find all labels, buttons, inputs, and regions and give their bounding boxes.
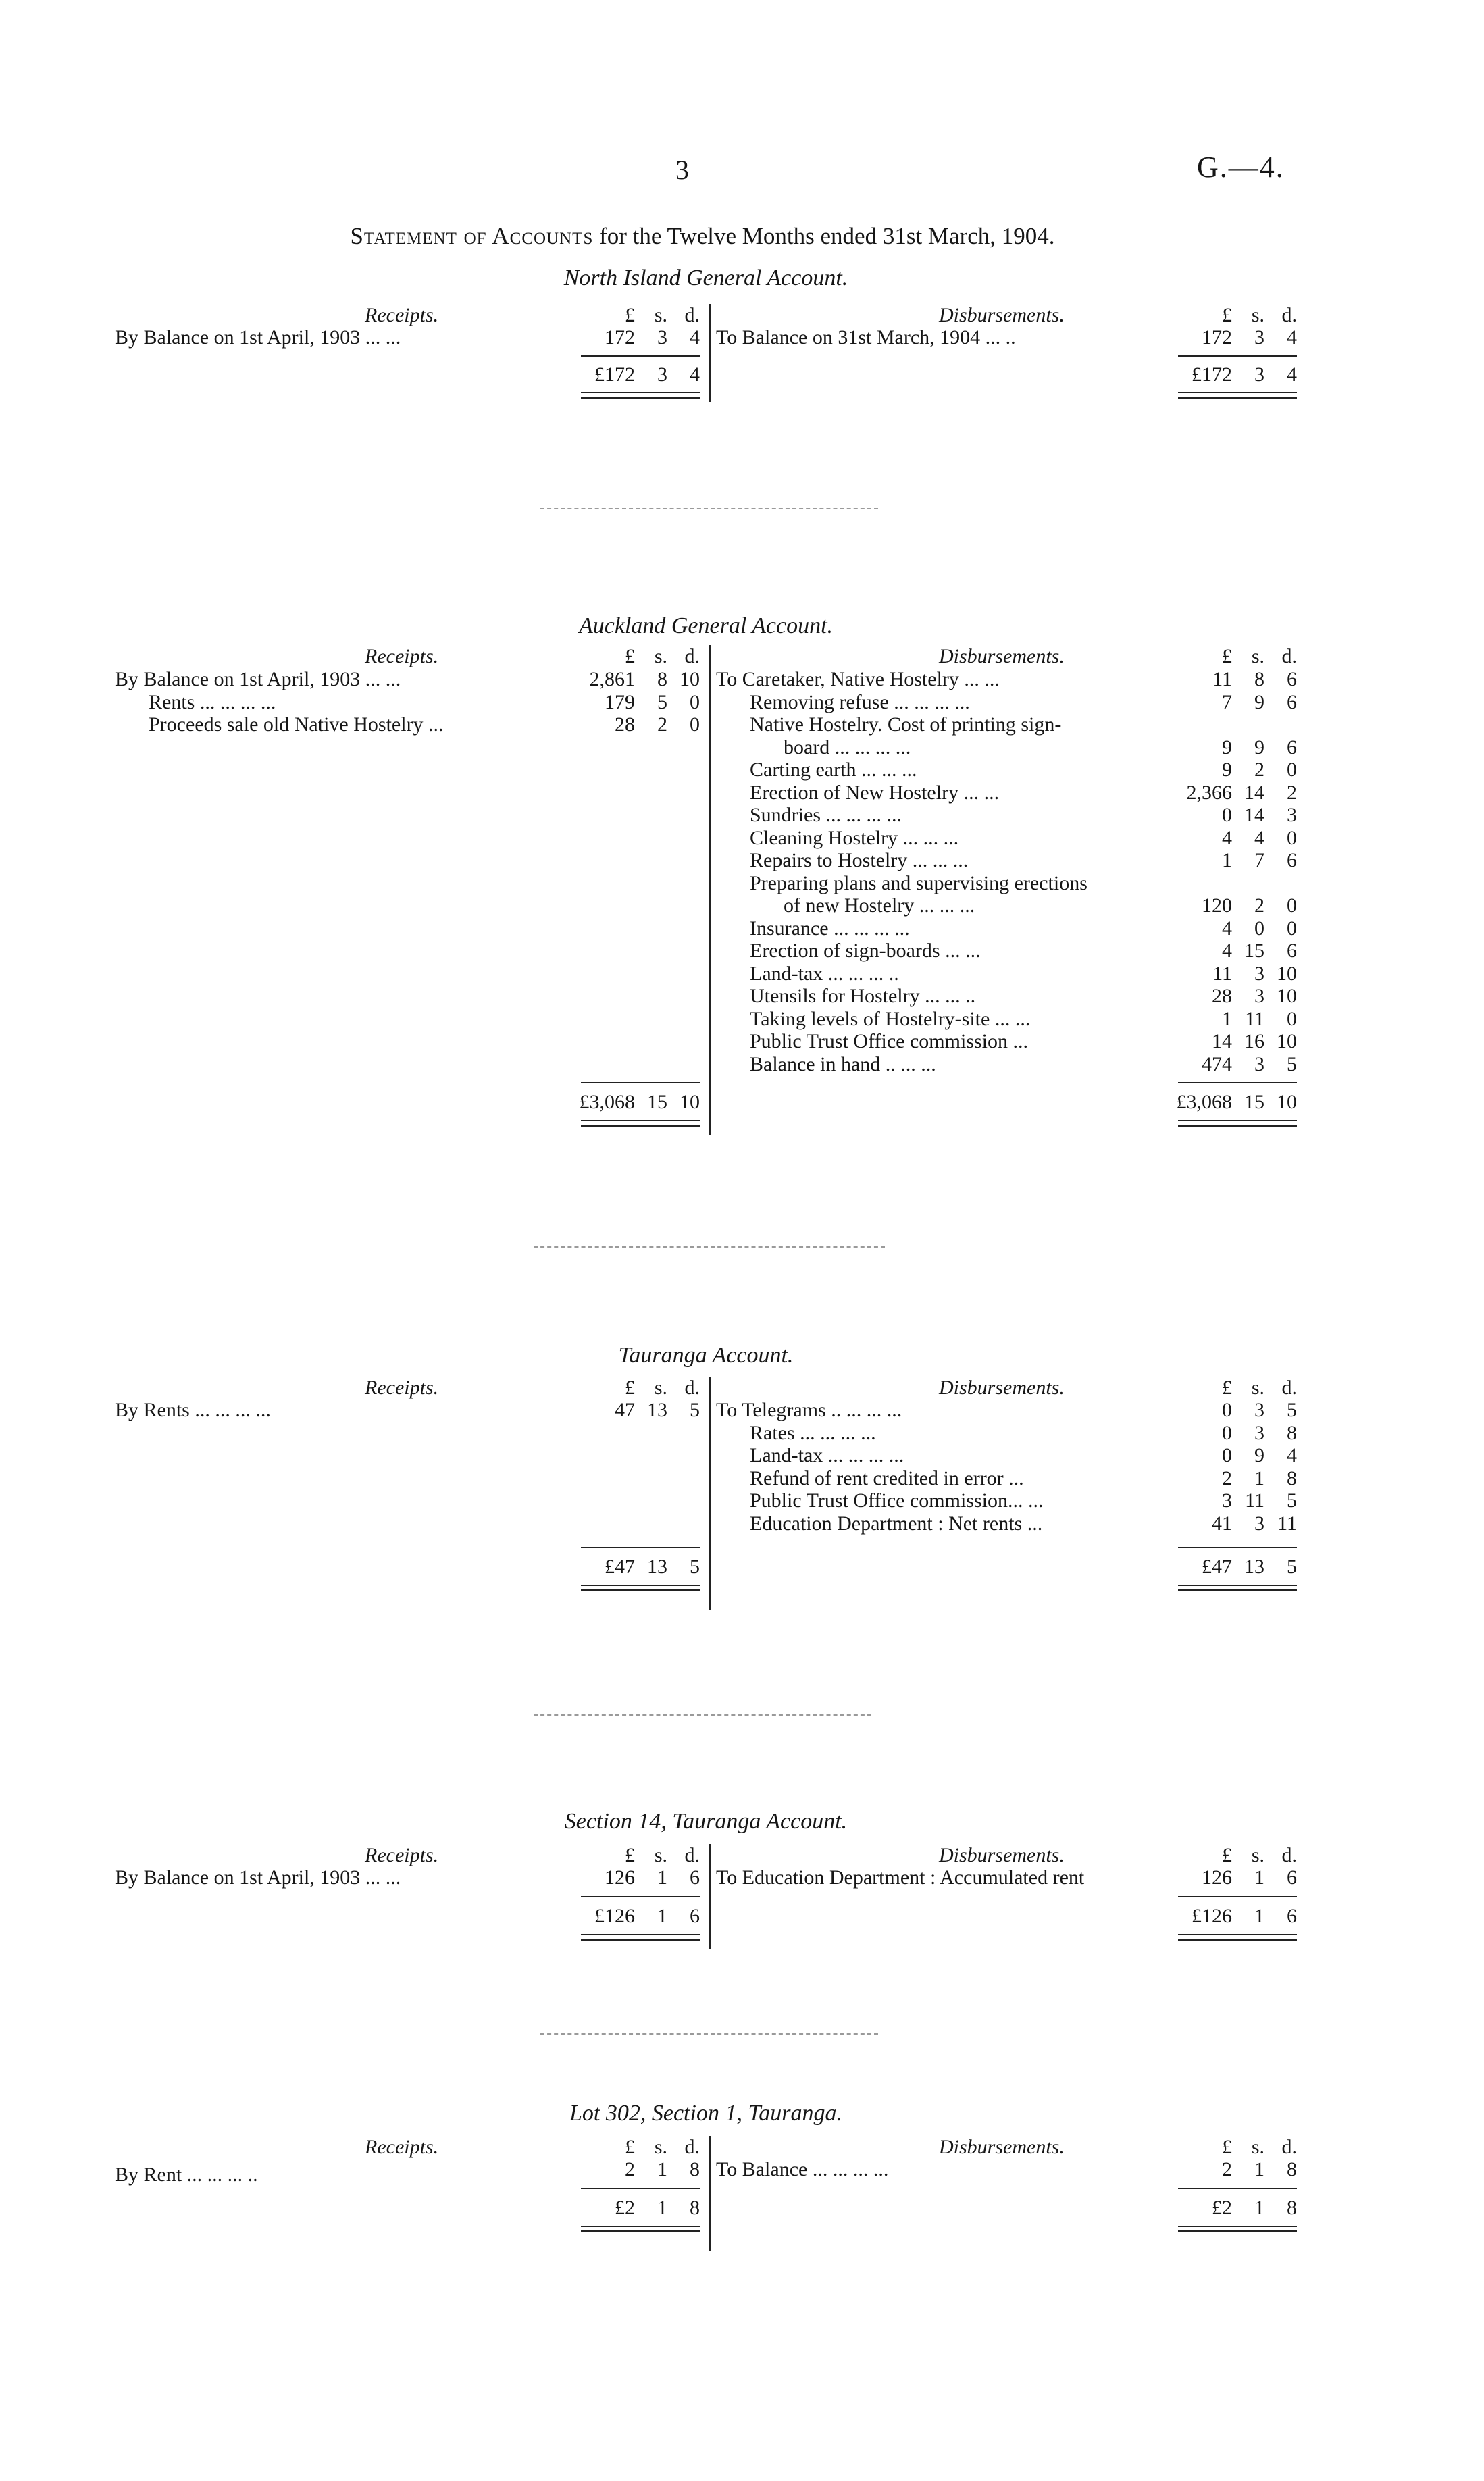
disbursements-total	[1151, 1905, 1297, 1928]
receipts-lsd-header	[554, 1377, 700, 1400]
total-pounds: £126	[594, 1905, 635, 1927]
account-north-island-general	[115, 267, 1297, 402]
pounds-label: £	[1222, 1377, 1232, 1399]
total-shillings: 1	[1254, 2197, 1264, 2219]
disbursement-line: Public Trust Office commission... ...	[750, 1489, 1044, 1512]
shillings-label: s.	[654, 645, 667, 667]
account-tauranga	[115, 1344, 1297, 1614]
amount-pounds: 474	[1202, 1052, 1232, 1075]
disbursement-line: Land-tax ... ... ... ...	[750, 1444, 904, 1466]
pounds-label: £	[625, 1377, 635, 1399]
amount-pence: 6	[1287, 1866, 1297, 1889]
amount-pence: 0	[690, 713, 700, 736]
receipt-line: By Rents ... ... ... ...	[115, 1399, 271, 1421]
receipts-list	[115, 668, 444, 736]
disbursements-amounts	[1151, 326, 1297, 349]
shillings-label: s.	[1251, 2136, 1264, 2158]
section-separator	[540, 508, 878, 509]
amount-pence: 10	[1277, 962, 1297, 985]
account-title: Auckland General Account.	[578, 613, 834, 638]
amount-pence: 10	[680, 668, 700, 690]
amount-shillings: 4	[1254, 826, 1264, 849]
statement-title-rest: for the Twelve Months ended 31st March, 1904.	[599, 223, 1055, 249]
disbursements-header: Disbursements.	[939, 1844, 1065, 1866]
disbursement-line: of new Hostelry ... ... ...	[784, 894, 975, 917]
amount-pence: 6	[1287, 940, 1297, 962]
shillings-label: s.	[1251, 1377, 1264, 1399]
total-pounds: £2	[1212, 2197, 1232, 2219]
pounds-label: £	[1222, 1844, 1232, 1866]
amount-pounds: 1	[1222, 1007, 1232, 1030]
total-pounds: £126	[1192, 1905, 1232, 1927]
total-double-rule	[581, 1120, 700, 1127]
disbursements-amounts	[1151, 2158, 1297, 2181]
shillings-label: s.	[654, 2136, 667, 2158]
disbursement-line: Carting earth ... ... ...	[750, 759, 917, 781]
page-number: 3	[675, 155, 689, 185]
disbursements-lsd-header	[1151, 1377, 1297, 1400]
disbursement-line: Cleaning Hostelry ... ... ...	[750, 826, 959, 849]
total-double-rule	[581, 2226, 700, 2232]
sum-rule	[1178, 1547, 1297, 1548]
amount-pounds: 0	[1222, 804, 1232, 826]
pence-label: d.	[1281, 1844, 1297, 1866]
receipts-total	[554, 1556, 700, 1579]
pounds-label: £	[625, 2136, 635, 2158]
disbursements-list	[716, 2158, 888, 2181]
account-title: Tauranga Account.	[618, 1343, 794, 1368]
receipt-line: Rents ... ... ... ...	[149, 690, 276, 713]
amount-pence: 5	[1287, 1489, 1297, 1512]
disbursements-amounts	[1151, 1399, 1297, 1535]
amount-shillings: 2	[1254, 759, 1264, 781]
column-divider	[709, 304, 711, 402]
total-pence: 10	[1277, 1091, 1297, 1113]
disbursement-line: Taking levels of Hostelry-site ... ...	[750, 1007, 1031, 1030]
disbursement-line: Sundries ... ... ... ...	[750, 804, 902, 826]
disbursements-list	[716, 668, 1088, 1075]
document-reference: G.—4.	[1197, 151, 1285, 184]
amount-pounds: 28	[615, 713, 635, 736]
pounds-label: £	[1222, 304, 1232, 326]
disbursements-list	[716, 1866, 1084, 1889]
disbursement-line: Preparing plans and supervising erections	[750, 871, 1088, 894]
section-separator	[534, 1714, 871, 1716]
amount-pence	[1264, 872, 1297, 895]
amount-shillings: 3	[1254, 1052, 1264, 1075]
receipts-list	[115, 2164, 258, 2186]
amount-shillings: 11	[1245, 1007, 1264, 1030]
amount-shillings: 8	[657, 668, 667, 690]
amount-shillings: 14	[1244, 781, 1264, 804]
total-pence: 5	[690, 1556, 700, 1578]
amount-shillings: 14	[1244, 804, 1264, 826]
sum-rule	[1178, 355, 1297, 357]
total-pence: 5	[1287, 1556, 1297, 1578]
account-auckland-general	[115, 615, 1297, 1142]
receipt-line: By Rent ... ... ... ..	[115, 2164, 258, 2186]
sum-rule	[581, 2188, 700, 2189]
disbursements-header: Disbursements.	[939, 304, 1065, 326]
disbursements-lsd-header	[1151, 645, 1297, 668]
section-separator	[540, 2033, 878, 2035]
amount-shillings: 1	[657, 1866, 667, 1889]
total-pence: 8	[690, 2197, 700, 2219]
total-pounds: £3,068	[1176, 1091, 1232, 1113]
pence-label: d.	[684, 1377, 700, 1399]
amount-pounds: 4	[1222, 917, 1232, 940]
pence-label: d.	[684, 1844, 700, 1866]
pounds-label: £	[625, 1844, 635, 1866]
amount-pounds: 126	[1202, 1866, 1232, 1889]
statement-title-prefix: Statement of Accounts	[350, 223, 594, 249]
amount-pence: 0	[690, 690, 700, 713]
disbursement-line: To Balance on 31st March, 1904 ... ..	[716, 326, 1016, 349]
disbursements-lsd-header	[1151, 304, 1297, 327]
total-pence: 10	[680, 1091, 700, 1113]
disbursement-line: To Telegrams .. ... ... ...	[716, 1399, 902, 1421]
amount-shillings: 5	[657, 690, 667, 713]
pounds-label: £	[1222, 2136, 1232, 2158]
amount-pence: 6	[690, 1866, 700, 1889]
amount-pence: 5	[1287, 1052, 1297, 1075]
total-pounds: £2	[615, 2197, 635, 2219]
shillings-label: s.	[1251, 304, 1264, 326]
amount-pounds: 0	[1222, 1399, 1232, 1421]
disbursements-total	[1151, 1091, 1297, 1114]
amount-shillings: 1	[1254, 1866, 1264, 1889]
amount-pence: 10	[1277, 985, 1297, 1007]
disbursements-amounts	[1151, 1866, 1297, 1889]
pence-label: d.	[1281, 645, 1297, 667]
total-shillings: 15	[1244, 1091, 1264, 1113]
total-double-rule	[1178, 2226, 1297, 2232]
amount-pounds: 14	[1212, 1030, 1232, 1052]
amount-pence: 11	[1277, 1512, 1297, 1535]
amount-pence: 5	[690, 1399, 700, 1421]
disbursements-amounts	[1151, 668, 1297, 1075]
receipt-line: Proceeds sale old Native Hostelry ...	[149, 713, 444, 736]
disbursement-line: To Education Department : Accumulated rent	[716, 1866, 1085, 1889]
amount-pounds	[1151, 713, 1232, 736]
pounds-label: £	[625, 304, 635, 326]
amount-shillings: 1	[1254, 1466, 1264, 1489]
amount-pounds: 4	[1222, 826, 1232, 849]
receipt-line: By Balance on 1st April, 1903 ... ...	[115, 1866, 401, 1889]
receipts-lsd-header	[554, 304, 700, 327]
receipts-lsd-header	[554, 645, 700, 668]
total-double-rule	[1178, 392, 1297, 399]
disbursement-line: Land-tax ... ... ... ..	[750, 962, 899, 985]
sum-rule	[581, 1896, 700, 1897]
amount-pounds: 9	[1222, 759, 1232, 781]
total-pence: 4	[690, 363, 700, 386]
sum-rule	[581, 355, 700, 357]
disbursement-line: Erection of sign-boards ... ...	[750, 940, 981, 962]
amount-pounds: 2	[1222, 2158, 1232, 2180]
disbursements-header: Disbursements.	[939, 1377, 1065, 1399]
total-double-rule	[1178, 1934, 1297, 1941]
account-title: North Island General Account.	[563, 265, 848, 290]
total-double-rule	[581, 392, 700, 399]
receipts-list	[115, 326, 401, 349]
disbursements-header: Disbursements.	[939, 645, 1065, 667]
total-shillings: 1	[657, 2197, 667, 2219]
amount-shillings: 3	[1254, 985, 1264, 1007]
pence-label: d.	[684, 304, 700, 326]
amount-pounds: 47	[615, 1399, 635, 1421]
amount-pounds: 120	[1202, 894, 1232, 917]
column-divider	[709, 1377, 711, 1610]
column-divider	[709, 1844, 711, 1949]
disbursements-list	[716, 326, 1016, 349]
amount-pounds: 126	[605, 1866, 635, 1889]
shillings-label: s.	[654, 1844, 667, 1866]
disbursements-header: Disbursements.	[939, 2136, 1065, 2158]
pence-label: d.	[1281, 2136, 1297, 2158]
amount-pounds: 3	[1222, 1489, 1232, 1512]
pence-label: d.	[1281, 304, 1297, 326]
amount-pence: 8	[1287, 2158, 1297, 2180]
amount-shillings: 9	[1254, 690, 1264, 713]
receipts-total	[554, 1905, 700, 1928]
receipts-total	[554, 363, 700, 386]
sum-rule	[1178, 1896, 1297, 1897]
disbursement-line: board ... ... ... ...	[784, 736, 911, 759]
account-title: Section 14, Tauranga Account.	[564, 1809, 848, 1834]
total-shillings: 3	[1254, 363, 1264, 386]
amount-shillings: 15	[1244, 940, 1264, 962]
amount-pounds: 7	[1222, 690, 1232, 713]
amount-pence: 0	[1287, 826, 1297, 849]
disbursement-line: Public Trust Office commission ...	[750, 1030, 1028, 1052]
total-double-rule	[581, 1585, 700, 1591]
amount-shillings	[1232, 713, 1264, 736]
receipts-list	[115, 1399, 271, 1422]
receipts-header: Receipts.	[365, 304, 439, 326]
amount-pounds: 0	[1222, 1444, 1232, 1466]
amount-pounds: 2	[625, 2158, 635, 2180]
sum-rule	[581, 1547, 700, 1548]
disbursement-line: Repairs to Hostelry ... ... ...	[750, 849, 969, 871]
shillings-label: s.	[1251, 645, 1264, 667]
amount-shillings: 13	[647, 1399, 667, 1421]
disbursements-list	[716, 1399, 1043, 1535]
pence-label: d.	[684, 2136, 700, 2158]
disbursement-line: Insurance ... ... ... ...	[750, 917, 910, 940]
receipts-header: Receipts.	[365, 1844, 439, 1866]
total-pence: 4	[1287, 363, 1297, 386]
amount-pence: 4	[1287, 326, 1297, 349]
disbursement-line: Native Hostelry. Cost of printing sign-	[750, 713, 1062, 736]
disbursements-lsd-header	[1151, 2136, 1297, 2159]
amount-shillings: 7	[1254, 849, 1264, 871]
receipts-total	[554, 2197, 700, 2220]
account-section-14-tauranga	[115, 1810, 1297, 1959]
amount-pounds: 172	[1202, 326, 1232, 349]
amount-pounds: 28	[1212, 985, 1232, 1007]
amount-pence: 4	[690, 326, 700, 349]
amount-pounds: 172	[605, 326, 635, 349]
amount-shillings: 3	[1254, 326, 1264, 349]
pence-label: d.	[684, 645, 700, 667]
amount-pounds	[1151, 872, 1232, 895]
receipts-amounts	[554, 326, 700, 349]
amount-pounds: 11	[1212, 668, 1232, 690]
sum-rule	[581, 1082, 700, 1083]
total-shillings: 3	[657, 363, 667, 386]
total-pounds: £172	[594, 363, 635, 386]
total-pounds: £3,068	[579, 1091, 635, 1113]
sum-rule	[1178, 2188, 1297, 2189]
receipts-amounts	[554, 1866, 700, 1889]
disbursement-line: To Caretaker, Native Hostelry ... ...	[716, 668, 1000, 690]
disbursements-total	[1151, 1556, 1297, 1579]
receipt-line: By Balance on 1st April, 1903 ... ...	[115, 668, 401, 690]
disbursement-line: Education Department : Net rents ...	[750, 1512, 1043, 1535]
amount-pence: 5	[1287, 1399, 1297, 1421]
disbursement-line: Rates ... ... ... ...	[750, 1421, 876, 1444]
disbursement-line: Removing refuse ... ... ... ...	[750, 690, 970, 713]
amount-pounds: 9	[1222, 736, 1232, 759]
total-shillings: 1	[1254, 1905, 1264, 1927]
total-shillings: 15	[647, 1091, 667, 1113]
account-title: Lot 302, Section 1, Tauranga.	[569, 2101, 842, 2126]
statement-title	[0, 223, 1405, 250]
amount-pence: 2	[1287, 781, 1297, 804]
amount-pounds: 11	[1212, 962, 1232, 985]
amount-pence: 10	[1277, 1030, 1297, 1052]
amount-shillings: 1	[1254, 2158, 1264, 2180]
disbursement-line: Erection of New Hostelry ... ...	[750, 781, 1000, 804]
amount-pounds: 4	[1222, 940, 1232, 962]
receipts-amounts	[554, 2158, 700, 2181]
amount-shillings	[1232, 872, 1264, 895]
total-double-rule	[581, 1934, 700, 1941]
amount-shillings: 9	[1254, 736, 1264, 759]
receipts-lsd-header	[554, 1844, 700, 1867]
amount-pence: 4	[1287, 1444, 1297, 1466]
column-divider	[709, 645, 711, 1135]
amount-pence: 8	[690, 2158, 700, 2180]
receipts-lsd-header	[554, 2136, 700, 2159]
disbursement-line: Balance in hand .. ... ...	[750, 1052, 936, 1075]
receipts-header: Receipts.	[365, 2136, 439, 2158]
amount-pounds: 2	[1222, 1466, 1232, 1489]
amount-shillings: 3	[1254, 1512, 1264, 1535]
amount-pence: 6	[1287, 668, 1297, 690]
amount-pounds: 2,861	[589, 668, 635, 690]
amount-shillings: 1	[657, 2158, 667, 2180]
amount-shillings: 8	[1254, 668, 1264, 690]
total-shillings: 13	[1244, 1556, 1264, 1578]
amount-pounds: 0	[1222, 1421, 1232, 1444]
amount-pence: 8	[1287, 1421, 1297, 1444]
shillings-label: s.	[654, 304, 667, 326]
pence-label: d.	[1281, 1377, 1297, 1399]
amount-shillings: 2	[1254, 894, 1264, 917]
total-double-rule	[1178, 1120, 1297, 1127]
receipts-total	[554, 1091, 700, 1114]
column-divider	[709, 2136, 711, 2251]
total-double-rule	[1178, 1585, 1297, 1591]
receipts-header: Receipts.	[365, 645, 439, 667]
amount-shillings: 3	[1254, 1421, 1264, 1444]
amount-pounds: 2,366	[1186, 781, 1232, 804]
amount-pence: 0	[1287, 759, 1297, 781]
receipt-line: By Balance on 1st April, 1903 ... ...	[115, 326, 401, 349]
disbursements-total	[1151, 2197, 1297, 2220]
total-pence: 6	[690, 1905, 700, 1927]
amount-shillings: 11	[1245, 1489, 1264, 1512]
amount-shillings: 0	[1254, 917, 1264, 940]
sum-rule	[1178, 1082, 1297, 1083]
amount-pence	[1264, 713, 1297, 736]
receipts-amounts	[554, 668, 700, 736]
total-pounds: £47	[605, 1556, 635, 1578]
receipts-list	[115, 1866, 401, 1889]
amount-pounds: 179	[605, 690, 635, 713]
disbursement-line: Refund of rent credited in error ...	[750, 1466, 1024, 1489]
amount-pence: 0	[1287, 894, 1297, 917]
amount-pence: 6	[1287, 736, 1297, 759]
account-lot-302-section-1-tauranga	[115, 2102, 1297, 2257]
amount-pence: 6	[1287, 690, 1297, 713]
amount-shillings: 2	[657, 713, 667, 736]
shillings-label: s.	[654, 1377, 667, 1399]
amount-pence: 0	[1287, 917, 1297, 940]
disbursement-line: To Balance ... ... ... ...	[716, 2158, 889, 2180]
total-pounds: £47	[1202, 1556, 1232, 1578]
pounds-label: £	[1222, 645, 1232, 667]
amount-pence: 6	[1287, 849, 1297, 871]
total-shillings: 13	[647, 1556, 667, 1578]
receipts-header: Receipts.	[365, 1377, 439, 1399]
amount-shillings: 3	[657, 326, 667, 349]
amount-shillings: 16	[1244, 1030, 1264, 1052]
amount-pounds: 1	[1222, 849, 1232, 871]
amount-shillings: 3	[1254, 962, 1264, 985]
amount-pounds: 41	[1212, 1512, 1232, 1535]
disbursement-line: Utensils for Hostelry ... ... ..	[750, 985, 976, 1007]
total-pence: 6	[1287, 1905, 1297, 1927]
pounds-label: £	[625, 645, 635, 667]
amount-shillings: 9	[1254, 1444, 1264, 1466]
disbursements-lsd-header	[1151, 1844, 1297, 1867]
total-shillings: 1	[657, 1905, 667, 1927]
total-pounds: £172	[1192, 363, 1232, 386]
shillings-label: s.	[1251, 1844, 1264, 1866]
amount-pence: 3	[1287, 804, 1297, 826]
amount-pence: 0	[1287, 1007, 1297, 1030]
amount-shillings: 3	[1254, 1399, 1264, 1421]
amount-pence: 8	[1287, 1466, 1297, 1489]
section-separator	[534, 1246, 885, 1248]
disbursements-total	[1151, 363, 1297, 386]
receipts-amounts	[554, 1399, 700, 1422]
total-pence: 8	[1287, 2197, 1297, 2219]
